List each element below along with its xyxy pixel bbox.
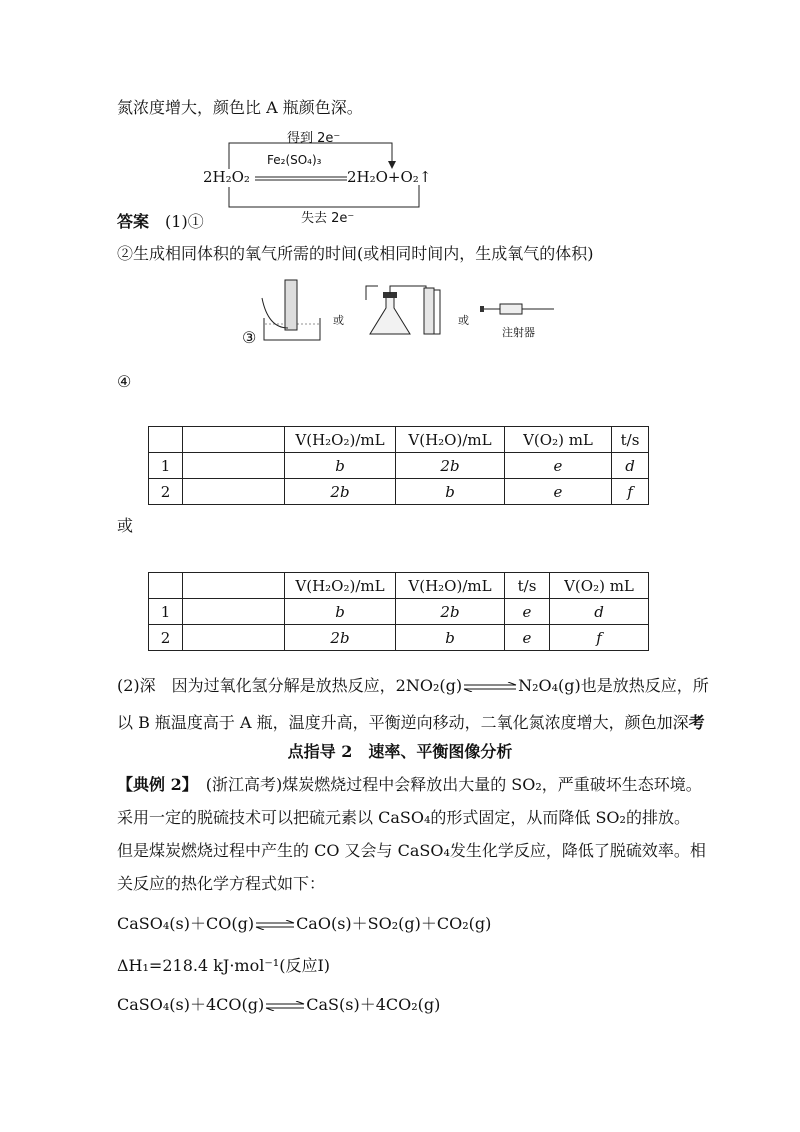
equation-1-right: CaO(s)＋SO₂(g)＋CO₂(g) <box>296 914 492 933</box>
table-cell: V(H₂O₂)/mL <box>285 427 396 453</box>
section-heading: 点指导 2 速率、平衡图像分析 <box>287 742 513 761</box>
redox-diagram <box>195 125 465 225</box>
reactant-label: 2H₂O₂ <box>203 168 250 186</box>
question-2-text: ②生成相同体积的氧气所需的时间(或相同时间内，生成氧气的体积) <box>117 244 594 263</box>
table-cell <box>183 573 285 599</box>
example-line-3: 但是煤炭燃烧过程中产生的 CO 又会与 CaSO₄发生化学反应，降低了脱硫效率。相 <box>117 841 706 860</box>
table-cell: 2b <box>285 625 396 651</box>
paragraph-2-line-2 <box>117 713 705 733</box>
text-line-1: 氮浓度增大，颜色比 A 瓶颜色深。 <box>117 98 363 117</box>
equation-2-right: CaS(s)＋4CO₂(g) <box>306 995 441 1014</box>
table-cell: e <box>505 599 550 625</box>
example-line-1-text: (浙江高考)煤炭燃烧过程中会释放出大量的 SO₂，严重破坏生态环境。 <box>205 775 702 794</box>
syringe-label: 注射器 <box>502 326 535 339</box>
table-row <box>149 453 649 479</box>
example-label: 【典例 2】 <box>117 775 190 794</box>
table-cell <box>183 599 285 625</box>
apparatus-marker: ③ <box>242 328 257 347</box>
example-line-1 <box>117 775 702 795</box>
paragraph-2-end: N₂O₄(g)也是放热反应，所 <box>518 676 709 695</box>
example-line-4: 关反应的热化学方程式如下： <box>117 874 326 893</box>
equation-1 <box>117 914 491 934</box>
answer-part: (1)① <box>165 212 204 231</box>
catalyst-label: Fe₂(SO₄)₃ <box>267 153 322 167</box>
table-cell: V(O₂) mL <box>550 573 649 599</box>
equilibrium-arrow-icon <box>254 920 296 930</box>
table-cell: V(H₂O)/mL <box>396 573 505 599</box>
table-cell <box>183 479 285 505</box>
lose-electrons-label: 失去 2e⁻ <box>301 211 355 226</box>
table-cell: b <box>285 453 396 479</box>
table-cell <box>149 573 183 599</box>
equation-1-left: CaSO₄(s)＋CO(g) <box>117 914 255 933</box>
or-text: 或 <box>117 516 134 535</box>
answer-label: 答案 <box>117 212 150 231</box>
paragraph-2-line-2-text: 以 B 瓶温度高于 A 瓶，温度升高，平衡逆向移动，二氧化氮浓度增大，颜色加深 <box>117 713 689 732</box>
table-cell <box>183 625 285 651</box>
table-row <box>149 625 649 651</box>
gain-electrons-label: 得到 2e⁻ <box>287 131 341 146</box>
table-cell: 1 <box>149 453 183 479</box>
table-cell: f <box>550 625 649 651</box>
data-table-2 <box>148 572 649 651</box>
table-cell: V(H₂O)/mL <box>396 427 505 453</box>
paragraph-2-bold-tail: 考 <box>688 713 705 732</box>
table-cell: 2b <box>396 599 505 625</box>
apparatus-or-2: 或 <box>458 314 469 327</box>
equation-2-left: CaSO₄(s)＋4CO(g) <box>117 995 265 1014</box>
equilibrium-arrow-icon <box>264 1001 306 1011</box>
table-cell: t/s <box>612 427 649 453</box>
table-cell: V(H₂O₂)/mL <box>285 573 396 599</box>
table-cell: e <box>505 479 612 505</box>
equation-2 <box>117 995 440 1015</box>
table-cell <box>149 427 183 453</box>
table-header-row <box>149 573 649 599</box>
paragraph-2-start: (2)深 因为过氧化氢分解是放热反应，2NO₂(g) <box>117 676 463 695</box>
table-cell: d <box>612 453 649 479</box>
table-cell: b <box>396 625 505 651</box>
paragraph-2-line-1 <box>117 676 709 696</box>
table-cell <box>183 453 285 479</box>
table-cell: 2 <box>149 479 183 505</box>
table-cell: f <box>612 479 649 505</box>
table-cell: b <box>285 599 396 625</box>
data-table-1 <box>148 426 649 505</box>
table-cell: 1 <box>149 599 183 625</box>
question-4-marker: ④ <box>117 372 132 391</box>
answer-line <box>117 212 204 232</box>
example-line-2: 采用一定的脱硫技术可以把硫元素以 CaSO₄的形式固定，从而降低 SO₂的排放。 <box>117 808 690 827</box>
table-cell: 2b <box>285 479 396 505</box>
equilibrium-arrow-icon <box>462 682 518 692</box>
table-cell: 2 <box>149 625 183 651</box>
table-cell <box>183 427 285 453</box>
table-cell: d <box>550 599 649 625</box>
table-cell: e <box>505 453 612 479</box>
table-cell: t/s <box>505 573 550 599</box>
apparatus-diagram <box>238 278 558 350</box>
product-label: 2H₂O+O₂↑ <box>347 168 432 186</box>
enthalpy-line: ΔH₁=218.4 kJ·mol⁻¹(反应Ⅰ) <box>117 956 331 975</box>
table-row <box>149 599 649 625</box>
table-cell: e <box>505 625 550 651</box>
table-cell: 2b <box>396 453 505 479</box>
table-cell: V(O₂) mL <box>505 427 612 453</box>
table-row <box>149 479 649 505</box>
table-header-row <box>149 427 649 453</box>
apparatus-or-1: 或 <box>333 314 344 327</box>
table-cell: b <box>396 479 505 505</box>
